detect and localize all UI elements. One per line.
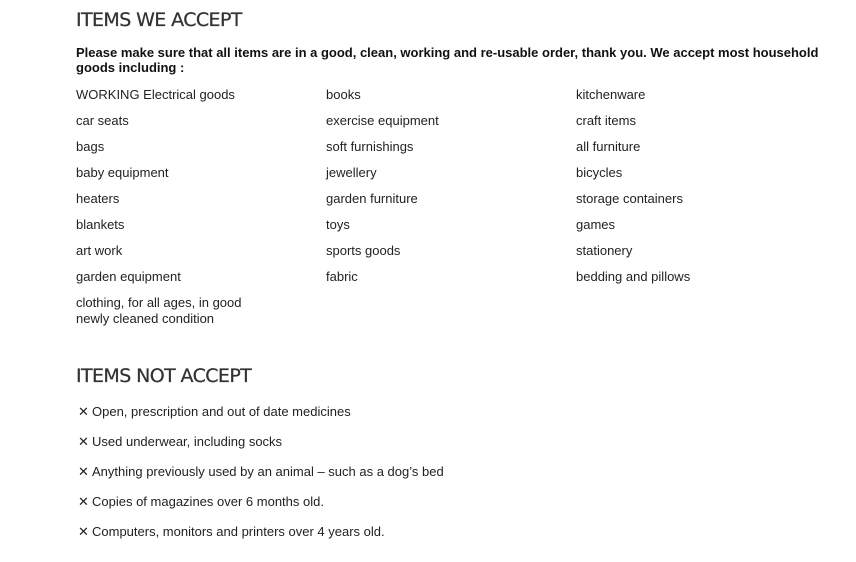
accepted-item: garden equipment [76, 269, 181, 284]
not-accepted-item [78, 404, 444, 434]
accepted-item: storage containers [576, 191, 683, 206]
accepted-item: books [326, 87, 361, 102]
accepted-item: jewellery [326, 165, 377, 180]
accept-section-title: ITEMS WE ACCEPT [76, 9, 242, 31]
cross-icon: ✕ [78, 404, 89, 419]
accepted-item: toys [326, 217, 350, 232]
not-accepted-item [78, 494, 444, 524]
accepted-item: exercise equipment [326, 113, 439, 128]
accept-intro-text: Please make sure that all items are in a good, clean, working and re-usable order, thank you. We accept most household goods including : [76, 45, 819, 75]
accepted-item: WORKING Electrical goods [76, 87, 235, 102]
not-accepted-item-text: Open, prescription and out of date medicines [92, 404, 351, 419]
cross-icon: ✕ [78, 464, 89, 479]
accepted-item: garden furniture [326, 191, 418, 206]
accepted-item: heaters [76, 191, 120, 206]
accepted-item: bedding and pillows [576, 269, 691, 284]
not-accept-section-title: ITEMS NOT ACCEPT [76, 365, 252, 387]
accepted-item: bicycles [576, 165, 623, 180]
not-accepted-item-text: Used underwear, including socks [92, 434, 283, 449]
cross-icon: ✕ [78, 494, 89, 509]
accepted-item: baby equipment [76, 165, 169, 180]
accepted-item: kitchenware [576, 87, 646, 102]
cross-icon: ✕ [78, 524, 89, 539]
accepted-item: blankets [76, 217, 125, 232]
accepted-item: stationery [576, 243, 633, 258]
not-accepted-items-list [78, 404, 444, 554]
accepted-item: car seats [76, 113, 129, 128]
not-accepted-item [78, 524, 444, 554]
not-accepted-item-text: Computers, monitors and printers over 4 years old. [92, 524, 385, 539]
accepted-item: art work [76, 243, 123, 258]
not-accepted-item-text: Copies of magazines over 6 months old. [92, 494, 324, 509]
accepted-item: bags [76, 139, 105, 154]
not-accepted-item [78, 434, 444, 464]
accepted-item: sports goods [326, 243, 401, 258]
accepted-item: soft furnishings [326, 139, 414, 154]
accepted-item: craft items [576, 113, 636, 128]
cross-icon: ✕ [78, 434, 89, 449]
not-accepted-item [78, 464, 444, 494]
accepted-item: games [576, 217, 616, 232]
accepted-item: fabric [326, 269, 358, 284]
accepted-item: clothing, for all ages, in good newly cleaned condition [76, 295, 242, 326]
accepted-item: all furniture [576, 139, 641, 154]
accepted-items-grid [76, 87, 836, 326]
not-accepted-item-text: Anything previously used by an animal – such as a dog’s bed [92, 464, 444, 479]
